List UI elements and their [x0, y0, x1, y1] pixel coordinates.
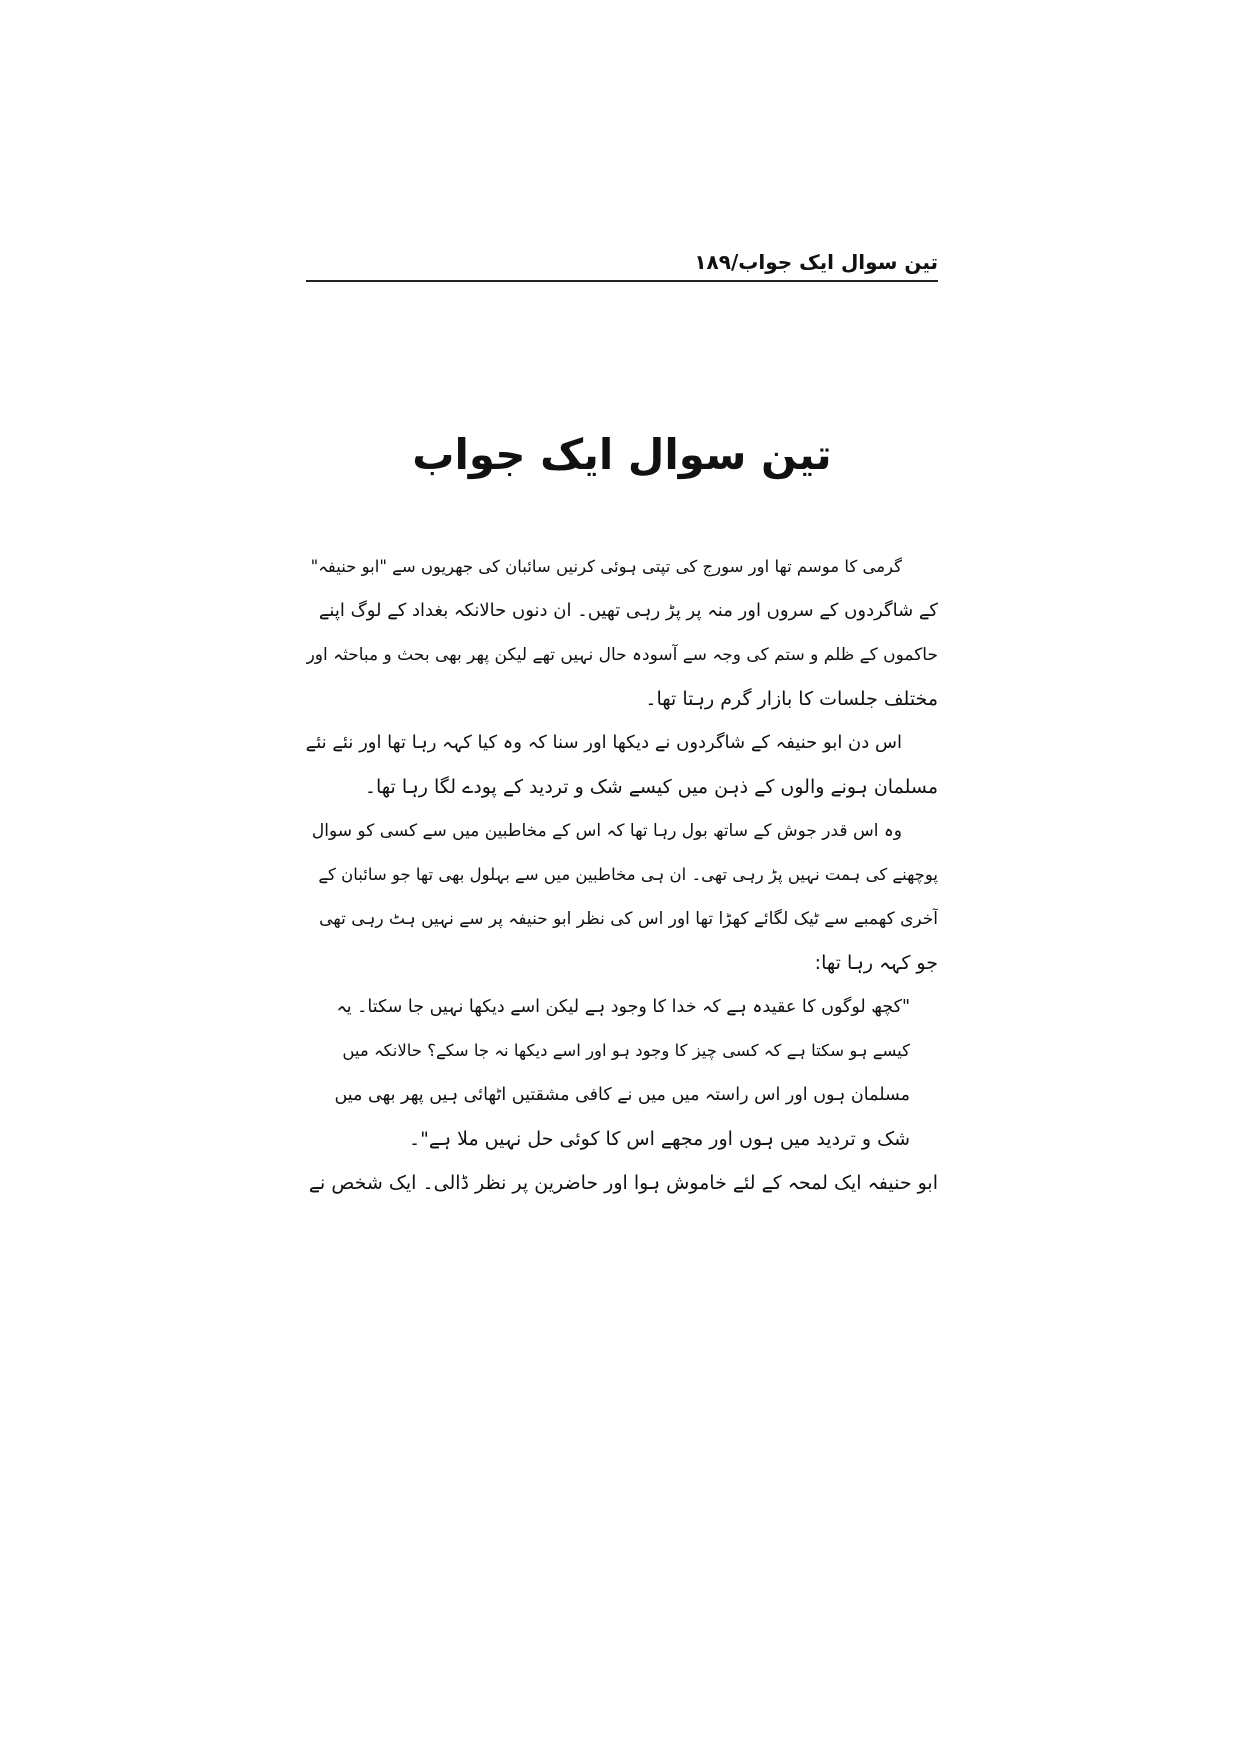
chapter-title: تین سوال ایک جواب: [412, 430, 832, 479]
quote-line: "کچھ لوگوں کا عقیدہ ہے کہ خدا کا وجود ہے لیکن اسے دیکھا نہیں جا سکتا۔ یہ: [336, 997, 910, 1017]
body-text: [306, 545, 938, 1205]
text-line: مسلمان ہونے والوں کے ذہن میں کیسے شک و تردید کے پودے لگا رہا تھا۔: [364, 776, 938, 798]
quote-line: شک و تردید میں ہوں اور مجھے اس کا کوئی حل نہیں ملا ہے"۔: [408, 1128, 910, 1150]
text-line: اس دن ابو حنیفہ کے شاگردوں نے دیکھا اور سنا کہ وہ کیا کہہ رہا تھا اور نئے نئے: [306, 732, 902, 753]
running-header-title: تین سوال ایک جواب/۱۸۹: [694, 250, 938, 274]
text-line: وہ اس قدر جوش کے ساتھ بول رہا تھا کہ اس کے مخاطبین میں سے کسی کو سوال: [311, 821, 902, 841]
header-divider: [306, 280, 938, 282]
text-line: کے شاگردوں کے سروں اور منہ پر پڑ رہی تھیں۔ ان دنوں حالانکہ بغداد کے لوگ اپنے: [318, 600, 938, 621]
text-line: ابو حنیفہ ایک لمحہ کے لئے خاموش ہوا اور حاضرین پر نظر ڈالی۔ ایک شخص نے: [308, 1172, 938, 1194]
text-line: پوچھنے کی ہمت نہیں پڑ رہی تھی۔ ان ہی مخاطبین میں سے بہلول بھی تھا جو سائبان کے: [318, 865, 938, 884]
text-line: گرمی کا موسم تھا اور سورج کی تپتی ہوئی کرنیں سائبان کی جھریوں سے "ابو حنیفہ": [310, 557, 902, 576]
text-line: آخری کھمبے سے ٹیک لگائے کھڑا تھا اور اس کی نظر ابو حنیفہ پر سے نہیں ہٹ رہی تھی: [319, 909, 938, 929]
running-header: [306, 248, 938, 284]
text-line: جو کہہ رہا تھا:: [814, 952, 938, 974]
text-line: مختلف جلسات کا بازار گرم رہتا تھا۔: [645, 688, 938, 710]
quote-line: مسلمان ہوں اور اس راستہ میں میں نے کافی مشقتیں اٹھائی ہیں پھر بھی میں: [334, 1085, 910, 1105]
quote-line: کیسے ہو سکتا ہے کہ کسی چیز کا وجود ہو اور اسے دیکھا نہ جا سکے؟ حالانکہ میں: [342, 1041, 910, 1060]
text-line: حاکموں کے ظلم و ستم کی وجہ سے آسودہ حال نہیں تھے لیکن پھر بھی بحث و مباحثہ اور: [306, 645, 938, 665]
